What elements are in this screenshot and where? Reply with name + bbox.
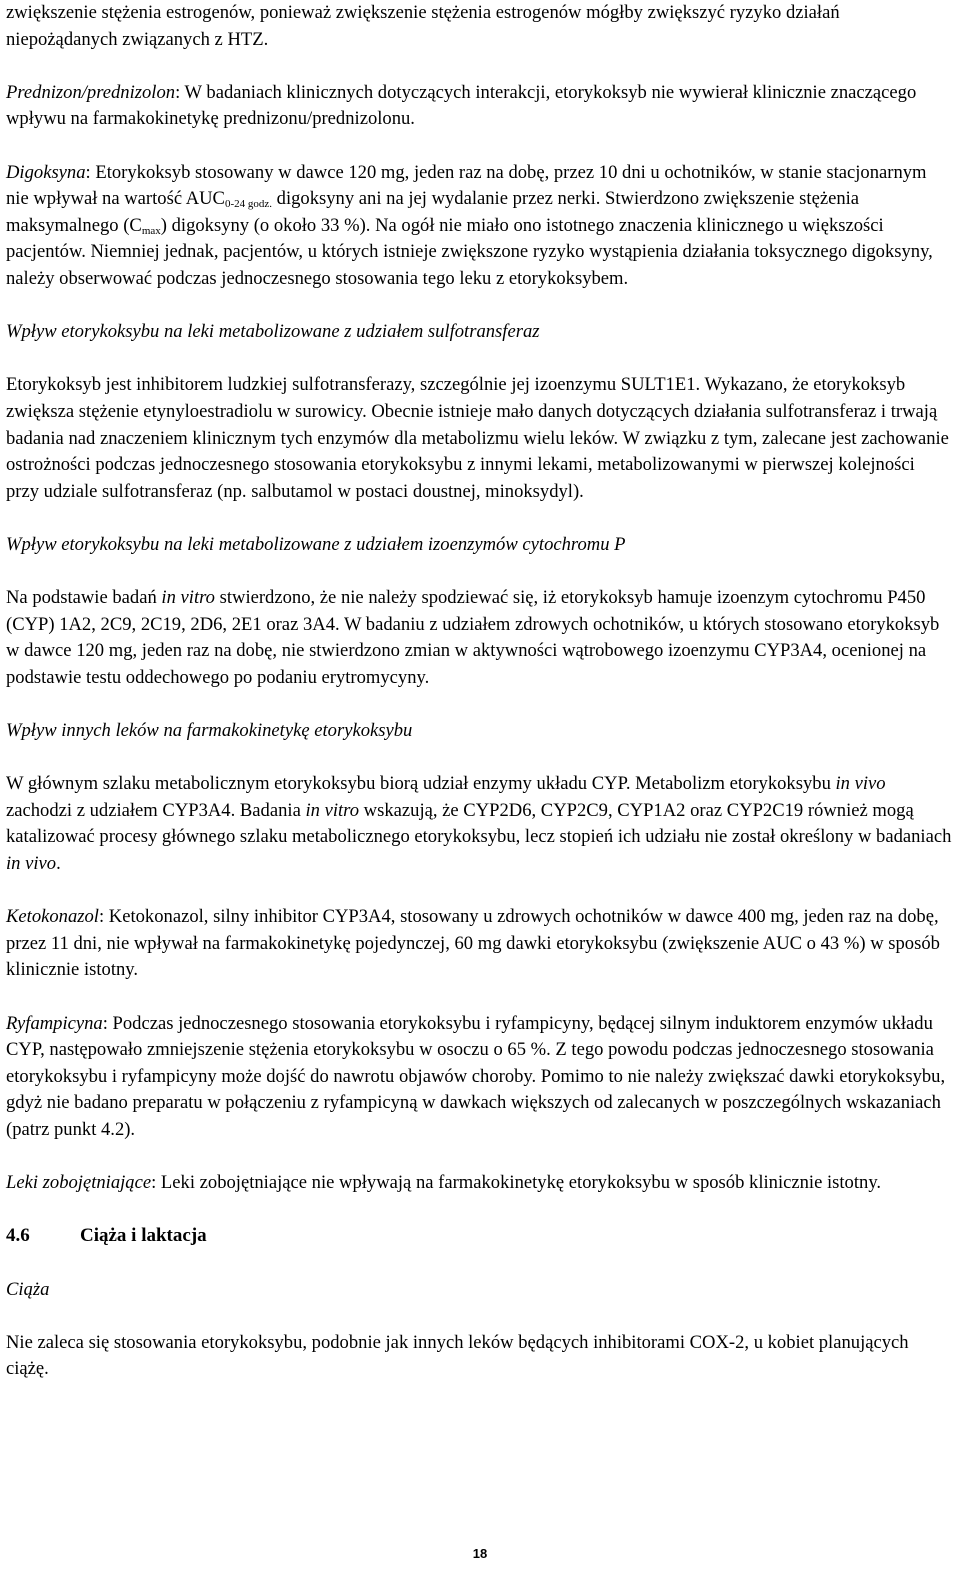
label-leki-zobojetniajace: Leki zobojętniające xyxy=(6,1172,152,1194)
subscript-auc: 0-24 godz. xyxy=(224,198,272,211)
paragraph-ketokonazol xyxy=(6,904,952,984)
paragraph-leki-zobojetniajace xyxy=(6,1170,952,1197)
text-cyp-b: stwierdzono, że nie należy spodziewać się, iż etorykoksyb hamuje izoenzym cytochromu P450 (CYP) 1A2, 2C9, 2C19, 2D6, 2E1 oraz 3A4. W badaniu z udziałem zdrowych ochotników, u których stosowano etorykoksyb w dawce 120 mg, jeden raz na dobę, nie stwierdzono zmian w aktywności wątrobowego izoenzymu CYP3A4, ocenionej na podstawie testu oddechowego po podaniu erytromycyny. xyxy=(6,587,940,688)
label-prednizon: Prednizon/prednizolon xyxy=(6,81,176,103)
paragraph-metabolizm xyxy=(6,771,952,877)
paragraph-digoksyna xyxy=(6,160,952,293)
text-cyp-a: Na podstawie badań xyxy=(6,587,162,609)
text-metab-b: zachodzi z udziałem CYP3A4. Badania xyxy=(6,799,306,821)
section-heading xyxy=(6,1223,952,1250)
section-number: 4.6 xyxy=(6,1225,30,1247)
subheading-cytochrom: Wpływ etorykoksybu na leki metabolizowane z udziałem izoenzymów cytochromu P xyxy=(6,533,626,555)
term-in-vivo: in vivo xyxy=(835,773,886,795)
text-metab-c: wskazują, że CYP2D6, CYP2C9, CYP1A2 oraz CYP2C19 również mogą katalizować procesy głównego szlaku metabolicznego etorykoksybu, lecz stopień ich udziału nie został określony w badaniach xyxy=(6,799,952,848)
text-ryfampicyna: : Podczas jednoczesnego stosowania etorykoksybu i ryfampicyny, będącej silnym induktorem enzymów układu CYP, następowało zmniejszenie stężenia etorykoksybu w osoczu o 65 %. Z tego powodu podczas jednoczesnego stosowania etorykoksybu i ryfampicyny może dojść do nawrotu objawów choroby. Pomimo to nie należy zwiększać dawki etorykoksybu, gdyż nie badano preparatu w połączeniu z ryfampicyną w dawkach większych od zalecanych w poszczególnych wskazaniach (patrz punkt 4.2). xyxy=(6,1012,946,1140)
term-in-vitro: in vitro xyxy=(305,799,360,821)
paragraph-ryfampicyna xyxy=(6,1011,952,1144)
label-digoksyna: Digoksyna xyxy=(6,161,86,183)
paragraph-htz: zwiększenie stężenia estrogenów, ponieważ zwiększenie stężenia estrogenów mógłby zwiększyć ryzyko działań niepożądanych związanych z HTZ. xyxy=(6,2,840,50)
subheading-sulfotransferazy: Wpływ etorykoksybu na leki metabolizowane z udziałem sulfotransferaz xyxy=(6,321,540,343)
paragraph-sulfotransferazy: Etorykoksyb jest inhibitorem ludzkiej sulfotransferazy, szczególnie jej izoenzymu SULT1E1. Wykazano, że etorykoksyb zwiększa stężenie etynyloestradiolu w surowicy. Obecnie istnieje mało danych dotyczących działania sulfotransferaz i trwają badania nad znaczeniem klinicznym tych enzymów dla metabolizmu wielu leków. W związku z tym, zalecane jest zachowanie ostrożności podczas jednoczesnego stosowania etorykoksybu z innymi lekami, metabolizowanymi w pierwszej kolejności przy udziale sulfotransferaz (np. salbutamol w postaci doustnej, minoksydyl). xyxy=(6,374,949,502)
text-digoksyna-b: digoksyny ani na jej wydalanie przez nerki. Stwierdzono zwiększenie stężenia maksymalnego (C xyxy=(6,188,860,236)
text-ketokonazol: : Ketokonazol, silny inhibitor CYP3A4, stosowany u zdrowych ochotników w dawce 400 mg, jeden raz na dobę, przez 11 dni, nie wpływał na farmakokinetykę pojedynczej, 60 mg dawki etorykoksybu (zwiększenie AUC o 43 %) w sposób klinicznie istotny. xyxy=(6,906,940,981)
text-metab-a: W głównym szlaku metabolicznym etorykoksybu biorą udział enzymy układu CYP. Metabolizm etorykoksybu xyxy=(6,773,836,795)
text-digoksyna-c: ) digoksyny (o około 33 %). Na ogół nie miało ono istotnego znaczenia klinicznego u większości pacjentów. Niemniej jednak, pacjentów, u których istnieje zwiększone ryzyko wystąpienia działania toksycznego digoksyny, należy obserwować podczas jednoczesnego stosowania tego leku z etorykoksybem. xyxy=(6,214,933,289)
paragraph-prednizon xyxy=(6,80,952,133)
term-in-vitro: in vitro xyxy=(161,587,215,609)
term-in-vivo: in vivo xyxy=(6,853,57,874)
text-prednizon: : W badaniach klinicznych dotyczących interakcji, etorykoksyb nie wywierał klinicznie znaczącego wpływu na farmakokinetykę prednizonu/prednizolonu. xyxy=(6,81,917,130)
paragraph-cytochrom xyxy=(6,585,952,691)
page-number: 18 xyxy=(472,1546,488,1561)
text-leki-zobojetniajace: : Leki zobojętniające nie wpływają na farmakokinetykę etorykoksybu w sposób klinicznie istotny. xyxy=(151,1172,882,1194)
label-ryfampicyna: Ryfampicyna xyxy=(6,1012,103,1034)
paragraph-ciaza: Nie zaleca się stosowania etorykoksybu, podobnie jak innych leków będących inhibitorami COX-2, u kobiet planujących ciążę. xyxy=(6,1331,909,1380)
text-digoksyna-a: : Etorykoksyb stosowany w dawce 120 mg, jeden raz na dobę, przez 10 dni u ochotników, w stanie stacjonarnym nie wpływał na wartość AUC xyxy=(6,161,927,210)
section-title: Ciąża i laktacja xyxy=(80,1225,207,1247)
label-ketokonazol: Ketokonazol xyxy=(6,906,99,928)
subscript-cmax: max xyxy=(141,224,161,237)
text-metab-d: . xyxy=(56,853,61,874)
subheading-ciaza: Ciąża xyxy=(6,1278,50,1300)
document-page xyxy=(6,0,952,1383)
subheading-inne-leki: Wpływ innych leków na farmakokinetykę etorykoksybu xyxy=(6,720,413,742)
